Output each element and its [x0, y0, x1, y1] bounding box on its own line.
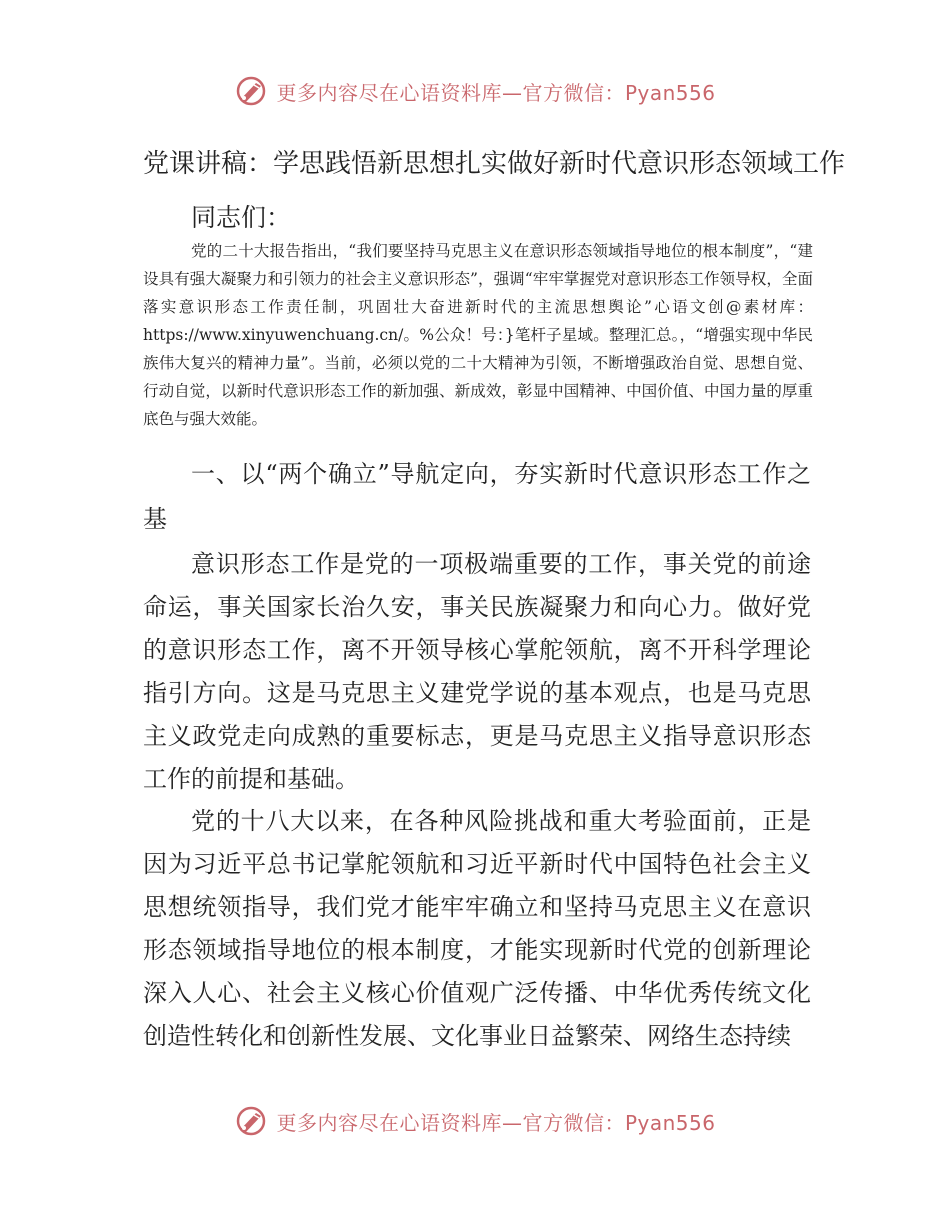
header-watermark-banner	[0, 74, 950, 108]
body-paragraph: 意识形态工作是党的一项极端重要的工作，事关党的前途命运，事关国家长治久安，事关民族凝聚力和向心力。做好党的意识形态工作，离不开领导核心掌舵领航，离不开科学理论指引方向。这是马克思主义建党学说的基本观点，也是马克思主义政党走向成熟的重要标志，更是马克思主义指导意识形态工作的前提和基础。	[143, 550, 811, 793]
pen-nib-logo-icon	[234, 1104, 268, 1138]
pen-nib-logo-icon	[234, 74, 268, 108]
footer-watermark-banner	[0, 1104, 950, 1138]
salutation: 同志们：	[191, 203, 292, 232]
document-title: 党课讲稿：学思践悟新思想扎实做好新时代意识形态领域工作	[143, 149, 846, 179]
watermark-text: 更多内容尽在心语资料库—官方微信：Pyan556	[276, 1110, 716, 1135]
body-paragraph: 党的十八大以来，在各种风险挑战和重大考验面前，正是因为习近平总书记掌舵领航和习近平新时代中国特色社会主义思想统领指导，我们党才能牢牢确立和坚持马克思主义在意识形态领域指导地位的根本制度，才能实现新时代党的创新理论深入人心、社会主义核心价值观广泛传播、中华优秀传统文化创造性转化和创新性发展、文化事业日益繁荣、网络生态持续	[143, 807, 811, 1050]
section-heading: 一、以“两个确立”导航定向，夯实新时代意识形态工作之基	[143, 460, 811, 533]
watermark-text: 更多内容尽在心语资料库—官方微信：Pyan556	[276, 80, 716, 105]
intro-paragraph: 党的二十大报告指出，“我们要坚持马克思主义在意识形态领域指导地位的根本制度”，“建设具有强大凝聚力和引领力的社会主义意识形态”，强调“牢牢掌握党对意识形态工作领导权，全面落实意识形态工作责任制，巩固壮大奋进新时代的主流思想舆论”心语文创@素材库：https://www.xinyuwenchuang.cn/。%公众！号：}笔杆子星域。整理汇总。，“增强实现中华民族伟大复兴的精神力量”。当前，必须以党的二十大精神为引领，不断增强政治自觉、思想自觉、行动自觉，以新时代意识形态工作的新加强、新成效，彰显中国精神、中国价值、中国力量的厚重底色与强大效能。	[143, 242, 813, 428]
